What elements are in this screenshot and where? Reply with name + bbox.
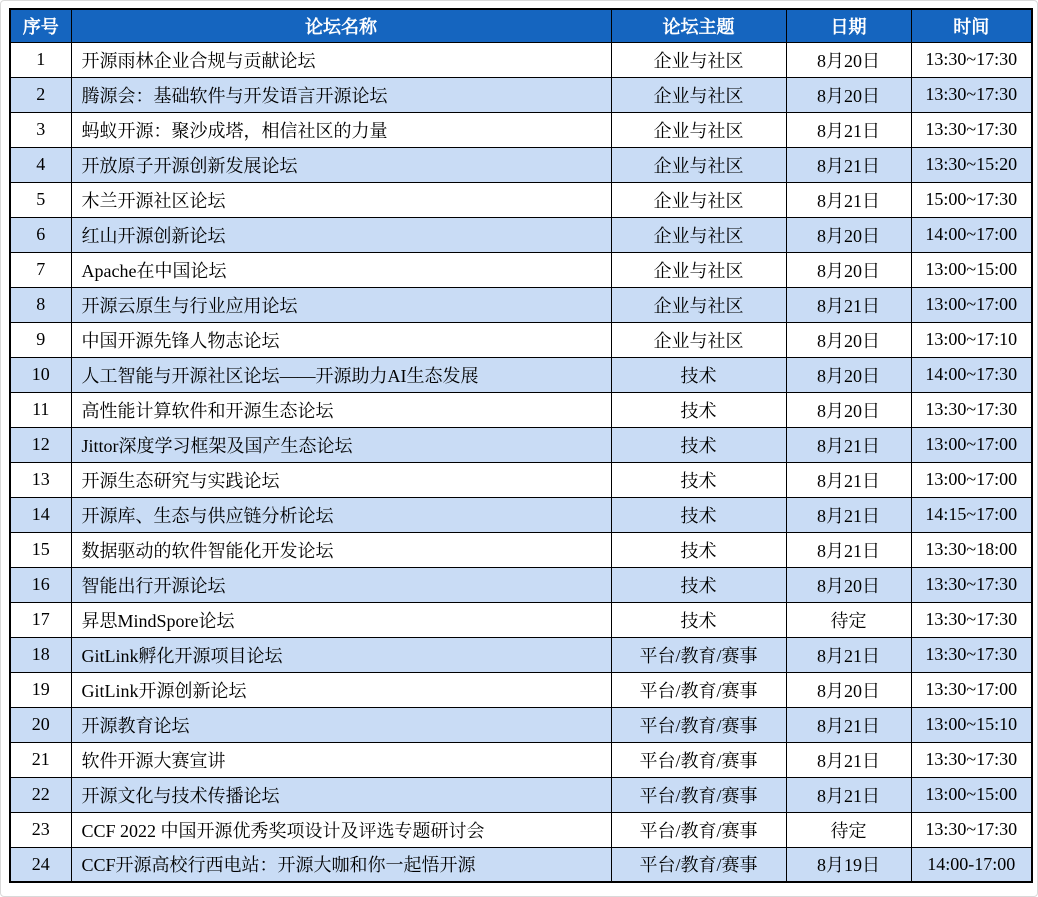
forum-name-cell: 数据驱动的软件智能化开发论坛 <box>71 532 611 567</box>
date-cell: 8月21日 <box>786 777 911 812</box>
table-row <box>10 427 1032 462</box>
date-cell: 8月20日 <box>786 217 911 252</box>
forum-name-cell: GitLink孵化开源项目论坛 <box>71 637 611 672</box>
forum-theme-cell: 技术 <box>611 392 786 427</box>
forum-theme-cell: 平台/教育/赛事 <box>611 847 786 882</box>
forum-theme-cell: 企业与社区 <box>611 182 786 217</box>
date-cell: 8月20日 <box>786 357 911 392</box>
forum-theme-cell: 平台/教育/赛事 <box>611 672 786 707</box>
row-number-cell: 22 <box>10 777 71 812</box>
forum-name-cell: Jittor深度学习框架及国产生态论坛 <box>71 427 611 462</box>
date-cell: 8月21日 <box>786 637 911 672</box>
date-cell: 8月21日 <box>786 427 911 462</box>
row-number-cell: 7 <box>10 252 71 287</box>
forum-theme-cell: 企业与社区 <box>611 252 786 287</box>
time-cell: 13:00~17:00 <box>911 462 1032 497</box>
forum-schedule-table <box>9 8 1033 883</box>
table-row <box>10 497 1032 532</box>
table-row <box>10 812 1032 847</box>
table-row <box>10 707 1032 742</box>
forum-theme-cell: 技术 <box>611 567 786 602</box>
column-header-time: 时间 <box>911 9 1032 42</box>
table-header <box>10 9 1032 42</box>
forum-name-cell: 开放原子开源创新发展论坛 <box>71 147 611 182</box>
date-cell: 8月20日 <box>786 42 911 77</box>
row-number-cell: 17 <box>10 602 71 637</box>
table-row <box>10 252 1032 287</box>
forum-name-cell: CCF 2022 中国开源优秀奖项设计及评选专题研讨会 <box>71 812 611 847</box>
forum-name-cell: 红山开源创新论坛 <box>71 217 611 252</box>
table-row <box>10 217 1032 252</box>
forum-name-cell: 人工智能与开源社区论坛——开源助力AI生态发展 <box>71 357 611 392</box>
table-row <box>10 532 1032 567</box>
date-cell: 8月21日 <box>786 112 911 147</box>
row-number-cell: 10 <box>10 357 71 392</box>
time-cell: 14:15~17:00 <box>911 497 1032 532</box>
row-number-cell: 3 <box>10 112 71 147</box>
row-number-cell: 1 <box>10 42 71 77</box>
date-cell: 8月20日 <box>786 322 911 357</box>
date-cell: 8月20日 <box>786 392 911 427</box>
time-cell: 14:00-17:00 <box>911 847 1032 882</box>
column-header-forum-name: 论坛名称 <box>71 9 611 42</box>
forum-theme-cell: 技术 <box>611 497 786 532</box>
time-cell: 13:00~17:00 <box>911 287 1032 322</box>
forum-name-cell: 开源库、生态与供应链分析论坛 <box>71 497 611 532</box>
forum-name-cell: 开源教育论坛 <box>71 707 611 742</box>
forum-theme-cell: 企业与社区 <box>611 322 786 357</box>
time-cell: 13:30~17:30 <box>911 742 1032 777</box>
row-number-cell: 19 <box>10 672 71 707</box>
forum-name-cell: 木兰开源社区论坛 <box>71 182 611 217</box>
row-number-cell: 20 <box>10 707 71 742</box>
table-row <box>10 112 1032 147</box>
time-cell: 14:00~17:30 <box>911 357 1032 392</box>
date-cell: 待定 <box>786 812 911 847</box>
forum-theme-cell: 企业与社区 <box>611 112 786 147</box>
table-row <box>10 77 1032 112</box>
forum-theme-cell: 技术 <box>611 427 786 462</box>
table-row <box>10 357 1032 392</box>
row-number-cell: 16 <box>10 567 71 602</box>
forum-theme-cell: 平台/教育/赛事 <box>611 812 786 847</box>
time-cell: 13:00~17:10 <box>911 322 1032 357</box>
forum-theme-cell: 平台/教育/赛事 <box>611 637 786 672</box>
row-number-cell: 12 <box>10 427 71 462</box>
date-cell: 8月21日 <box>786 707 911 742</box>
row-number-cell: 2 <box>10 77 71 112</box>
forum-theme-cell: 企业与社区 <box>611 147 786 182</box>
row-number-cell: 11 <box>10 392 71 427</box>
time-cell: 13:30~17:30 <box>911 637 1032 672</box>
date-cell: 待定 <box>786 602 911 637</box>
time-cell: 13:00~15:00 <box>911 777 1032 812</box>
forum-name-cell: 中国开源先锋人物志论坛 <box>71 322 611 357</box>
time-cell: 13:30~17:30 <box>911 392 1032 427</box>
time-cell: 13:30~17:30 <box>911 42 1032 77</box>
forum-theme-cell: 平台/教育/赛事 <box>611 742 786 777</box>
row-number-cell: 13 <box>10 462 71 497</box>
time-cell: 13:30~17:30 <box>911 567 1032 602</box>
table-row <box>10 42 1032 77</box>
date-cell: 8月19日 <box>786 847 911 882</box>
date-cell: 8月21日 <box>786 147 911 182</box>
forum-theme-cell: 企业与社区 <box>611 42 786 77</box>
forum-name-cell: 开源云原生与行业应用论坛 <box>71 287 611 322</box>
date-cell: 8月20日 <box>786 672 911 707</box>
column-header-date: 日期 <box>786 9 911 42</box>
table-row <box>10 287 1032 322</box>
forum-theme-cell: 技术 <box>611 532 786 567</box>
row-number-cell: 24 <box>10 847 71 882</box>
table-row <box>10 182 1032 217</box>
forum-name-cell: 高性能计算软件和开源生态论坛 <box>71 392 611 427</box>
forum-name-cell: 开源文化与技术传播论坛 <box>71 777 611 812</box>
forum-theme-cell: 技术 <box>611 357 786 392</box>
forum-name-cell: 昇思MindSpore论坛 <box>71 602 611 637</box>
forum-name-cell: GitLink开源创新论坛 <box>71 672 611 707</box>
date-cell: 8月21日 <box>786 742 911 777</box>
row-number-cell: 15 <box>10 532 71 567</box>
forum-table-body <box>10 42 1032 882</box>
time-cell: 13:00~17:00 <box>911 427 1032 462</box>
forum-name-cell: 开源雨林企业合规与贡献论坛 <box>71 42 611 77</box>
forum-theme-cell: 企业与社区 <box>611 217 786 252</box>
date-cell: 8月20日 <box>786 567 911 602</box>
header-row <box>10 9 1032 42</box>
table-row <box>10 672 1032 707</box>
time-cell: 13:30~17:30 <box>911 77 1032 112</box>
time-cell: 13:30~18:00 <box>911 532 1032 567</box>
table-row <box>10 392 1032 427</box>
date-cell: 8月21日 <box>786 532 911 567</box>
forum-theme-cell: 平台/教育/赛事 <box>611 707 786 742</box>
table-row <box>10 602 1032 637</box>
row-number-cell: 21 <box>10 742 71 777</box>
date-cell: 8月20日 <box>786 252 911 287</box>
time-cell: 14:00~17:00 <box>911 217 1032 252</box>
table-row <box>10 567 1032 602</box>
table-row <box>10 322 1032 357</box>
forum-theme-cell: 技术 <box>611 462 786 497</box>
time-cell: 13:30~17:30 <box>911 602 1032 637</box>
forum-name-cell: 开源生态研究与实践论坛 <box>71 462 611 497</box>
date-cell: 8月21日 <box>786 287 911 322</box>
row-number-cell: 8 <box>10 287 71 322</box>
forum-name-cell: 软件开源大赛宣讲 <box>71 742 611 777</box>
time-cell: 13:00~15:00 <box>911 252 1032 287</box>
time-cell: 13:30~17:00 <box>911 672 1032 707</box>
row-number-cell: 9 <box>10 322 71 357</box>
time-cell: 13:30~17:30 <box>911 812 1032 847</box>
time-cell: 13:30~17:30 <box>911 112 1032 147</box>
date-cell: 8月20日 <box>786 77 911 112</box>
row-number-cell: 6 <box>10 217 71 252</box>
date-cell: 8月21日 <box>786 182 911 217</box>
time-cell: 13:00~15:10 <box>911 707 1032 742</box>
table-row <box>10 847 1032 882</box>
table-row <box>10 147 1032 182</box>
forum-name-cell: CCF开源高校行西电站：开源大咖和你一起悟开源 <box>71 847 611 882</box>
forum-name-cell: 腾源会：基础软件与开发语言开源论坛 <box>71 77 611 112</box>
forum-theme-cell: 技术 <box>611 602 786 637</box>
row-number-cell: 23 <box>10 812 71 847</box>
row-number-cell: 14 <box>10 497 71 532</box>
forum-theme-cell: 企业与社区 <box>611 77 786 112</box>
table-row <box>10 742 1032 777</box>
time-cell: 13:30~15:20 <box>911 147 1032 182</box>
table-row <box>10 462 1032 497</box>
time-cell: 15:00~17:30 <box>911 182 1032 217</box>
forum-name-cell: Apache在中国论坛 <box>71 252 611 287</box>
row-number-cell: 18 <box>10 637 71 672</box>
date-cell: 8月21日 <box>786 462 911 497</box>
table-row <box>10 637 1032 672</box>
row-number-cell: 5 <box>10 182 71 217</box>
column-header-forum-theme: 论坛主题 <box>611 9 786 42</box>
date-cell: 8月21日 <box>786 497 911 532</box>
row-number-cell: 4 <box>10 147 71 182</box>
forum-theme-cell: 平台/教育/赛事 <box>611 777 786 812</box>
column-header-number: 序号 <box>10 9 71 42</box>
forum-name-cell: 蚂蚁开源：聚沙成塔，相信社区的力量 <box>71 112 611 147</box>
forum-theme-cell: 企业与社区 <box>611 287 786 322</box>
forum-name-cell: 智能出行开源论坛 <box>71 567 611 602</box>
table-row <box>10 777 1032 812</box>
